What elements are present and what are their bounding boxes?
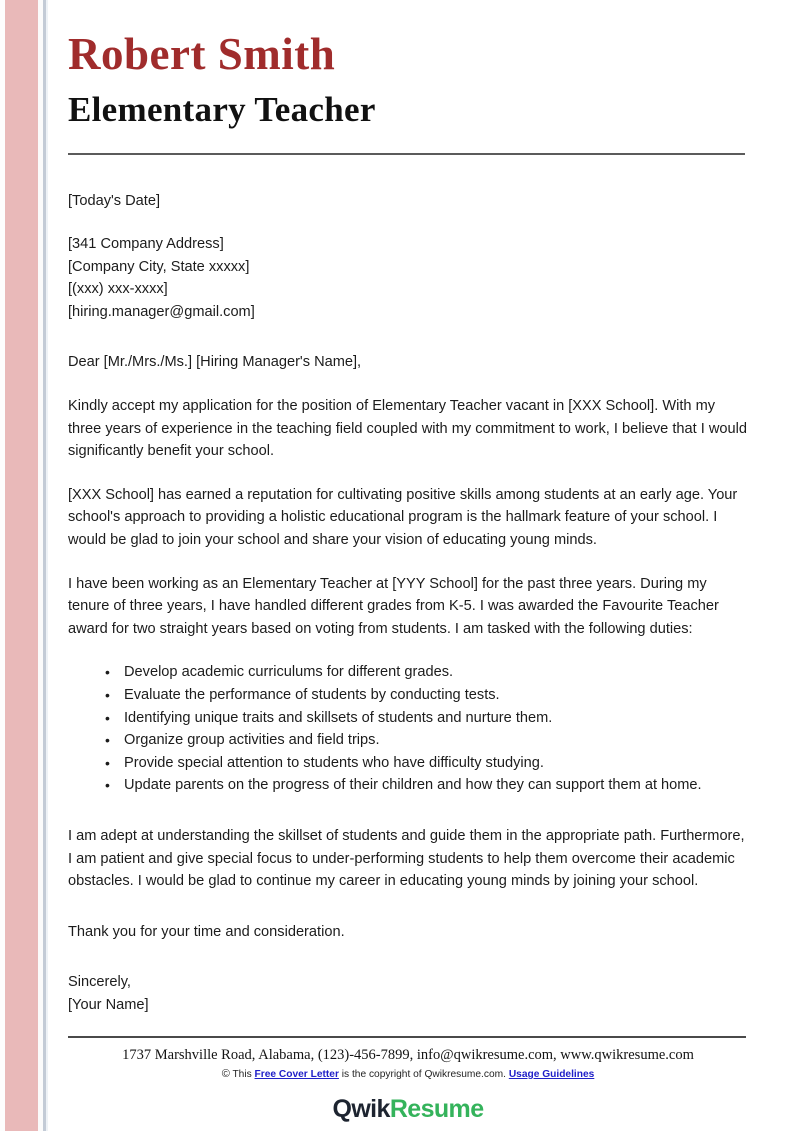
candidate-name: Robert Smith <box>68 29 336 79</box>
list-item-label: Update parents on the progress of their children and how they can support them at home. <box>124 777 702 794</box>
letter-salutation: Dear [Mr./Mrs./Ms.] [Hiring Manager's Name], <box>68 354 362 371</box>
logo-text-qwik: Qwik <box>332 1095 390 1123</box>
list-item-label: Develop academic curriculums for different grades. <box>124 664 454 681</box>
list-item-label: Organize group activities and field trips. <box>124 732 380 749</box>
duties-list <box>68 661 748 797</box>
spacer <box>68 323 748 351</box>
recipient-address-line-1: [341 Company Address] <box>68 236 224 253</box>
footer-copyright <box>68 1067 748 1082</box>
candidate-job-title: Elementary Teacher <box>68 90 376 130</box>
footer-address: 1737 Marshville Road, Alabama, (123)-456-7899, info@qwikresume.com, www.qwikresume.com <box>122 1047 694 1063</box>
logo-text-resume: Resume <box>389 1095 484 1123</box>
list-item <box>68 774 748 797</box>
list-item <box>68 752 748 775</box>
spacer <box>68 943 748 971</box>
letter-thank-you: Thank you for your time and consideration. <box>68 923 345 940</box>
recipient-address-line-2: [Company City, State xxxxx] <box>68 258 250 275</box>
bullet-icon: • <box>105 687 110 703</box>
spacer <box>68 552 748 573</box>
copyright-icon: © <box>221 1068 230 1080</box>
bullet-icon: • <box>105 732 110 749</box>
list-item-label: Provide special attention to students who have difficulty studying. <box>124 754 544 771</box>
spacer <box>68 463 748 484</box>
letter-paragraph-4: I am adept at understanding the skillset of students and guide them in the appropriate path. Furthermore, I am patient and give special focus to under-performing students to help them overcome their academic obstacles. I would be glad to continue my career in educating young minds by joining your school. <box>68 827 745 890</box>
footer-divider <box>68 1036 746 1038</box>
letter-paragraph-3: I have been working as an Elementary Teacher at [YYY School] for the past three years. During my tenure of three years, I have handled different grades from K-5. I was awarded the Favourite Teacher award for two straight years based on voting from students. I am tasked with the following duties: <box>68 575 719 637</box>
list-item <box>68 661 748 684</box>
letter-signature: [Your Name] <box>68 996 149 1013</box>
spacer <box>68 212 748 233</box>
letter-content <box>68 0 748 1131</box>
list-item <box>68 684 748 707</box>
letter-body <box>68 155 748 1017</box>
letter-date: [Today's Date] <box>68 192 161 209</box>
recipient-phone: [(xxx) xxx-xxxx] <box>68 281 168 298</box>
copyright-prefix: This <box>232 1069 252 1080</box>
letter-paragraph-2: [XXX School] has earned a reputation for cultivating positive skills among students at an early age. Your school's approach to providing a holistic educational program is the hallmark feature of your school. I would be glad to join your school and share your vision of educating young minds. <box>68 486 738 549</box>
spacer <box>68 797 748 825</box>
list-item <box>68 729 748 752</box>
spacer <box>68 893 748 921</box>
list-item <box>68 707 748 730</box>
usage-guidelines-link[interactable]: Usage Guidelines <box>508 1069 595 1080</box>
spacer <box>68 640 748 661</box>
letter-paragraph-1: Kindly accept my application for the position of Elementary Teacher vacant in [XXX School]. With my three years of experience in the teaching field coupled with my commitment to work, I believe that I would significantly benefit your school. <box>68 398 747 460</box>
page-footer <box>68 1036 748 1124</box>
letter-closing: Sincerely, <box>68 974 131 991</box>
decorative-pink-stripe <box>5 0 38 1131</box>
qwikresume-logo[interactable] <box>68 1095 748 1124</box>
decorative-vertical-rule-inner <box>46 0 48 1131</box>
list-item-label: Identifying unique traits and skillsets of students and nurture them. <box>124 709 553 726</box>
bullet-icon: • <box>105 754 110 771</box>
bullet-icon: • <box>105 664 110 681</box>
free-cover-letter-link[interactable]: Free Cover Letter <box>254 1069 339 1080</box>
bullet-icon: • <box>105 777 110 794</box>
bullet-icon: • <box>105 709 110 726</box>
recipient-email: [hiring.manager@gmail.com] <box>68 303 255 320</box>
spacer <box>68 374 748 395</box>
copyright-middle: is the copyright of Qwikresume.com. <box>341 1069 506 1080</box>
recipient-address-block <box>68 233 748 323</box>
list-item-label: Evaluate the performance of students by conducting tests. <box>124 687 500 703</box>
